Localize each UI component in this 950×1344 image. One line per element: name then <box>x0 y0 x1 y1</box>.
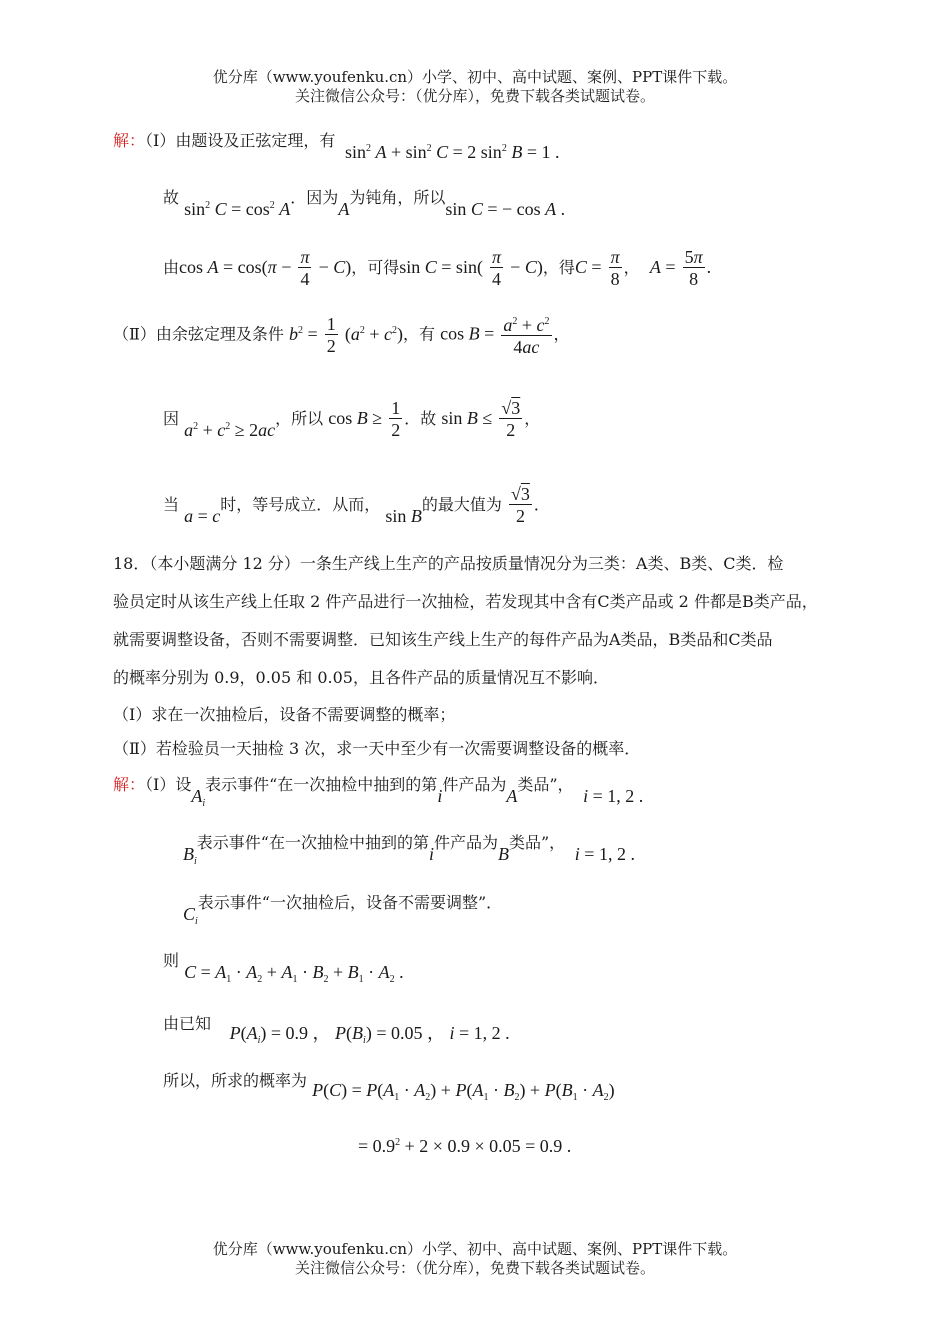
q17-solution-line2: 故 $\sin^2 C = \cos^2 A$．因为A为钝角，所以sin C = − cos A . <box>163 188 566 219</box>
page-header-line2: 关注微信公众号：（优分库），免费下载各类试题试卷。 <box>294 87 655 105</box>
q18-line2: 验员定时从该生产线上任取 2 件产品进行一次抽检，若发现其中含有C类产品或 2 件都是B类产品， <box>113 592 818 611</box>
q18-line1: 18．（本小题满分 12 分）一条生产线上生产的产品按质量情况分为三类：A类、B类、C类．检 <box>113 554 784 573</box>
q18-solution-line2: $B_i$表示事件“在一次抽检中抽到的第i件产品为B类品”， i = 1, 2 . <box>183 833 635 867</box>
q17-solution-line1: 解：（Ⅰ）由题设及正弦定理，有 $\sin^2 A + \sin^2 C = 2$ $\sin^2 B = 1$ . <box>113 131 560 162</box>
q18-line4: 的概率分别为 0.9，0.05 和 0.05，且各件产品的质量情况互不影响． <box>113 668 609 687</box>
q17-solution-line3: 由cos A = cos(π − $\frac{\pi}{4}$ − C)，可得sin C = sin( $\frac{\pi}{4}$ − C)，得C = $\frac{\pi}{8}$ ， A = $\frac{5\pi}{8}$ . <box>163 247 712 289</box>
q18-part2: （Ⅱ）若检验员一天抽检 3 次，求一天中至少有一次需要调整设备的概率． <box>113 739 641 758</box>
q17-solution-line5: 因 $a^2 + c^2 \ge 2ac$，所以 cos B ≥ $\frac{1}{2}$ ．故 sin B ≤ $\frac{√3}{2}$ ， <box>163 398 541 440</box>
q18-solution-line4: 则 $C = A_1 \cdot A_2 + A_1 \cdot B_2 + B_1 \cdot A_2$ . <box>163 951 404 985</box>
q18-solution-line6: 所以，所求的概率为 $P(C) = P(A_1 \cdot A_2) + P(A_1 \cdot B_2) + P(B_1 \cdot A_2)$ <box>163 1071 615 1103</box>
q17-solution-line4: （Ⅱ）由余弦定理及条件 $b^2$ = $\frac{1}{2}$ $(a^2 + c^2)$，有 cos B = $\frac{a^2 + c^2}{4ac}$ ， <box>113 313 570 357</box>
q18-line3: 就需要调整设备，否则不需要调整．已知该生产线上生产的每件产品为A类品，B类品和C类品 <box>113 630 773 649</box>
q18-solution-line7: = $0.9^2 + 2 \times 0.9 \times 0.05 = 0.9$ . <box>358 1136 572 1156</box>
q18-part1: （Ⅰ）求在一次抽检后，设备不需要调整的概率； <box>113 705 456 724</box>
solution-label: 解： <box>113 131 146 150</box>
q18-solution-line5: 由已知 $P(A_i) = 0.9$ ， $P(B_i) = 0.05$ ， i = 1, 2 . <box>163 1014 510 1046</box>
q18-statement <box>113 545 843 697</box>
page-header-line1: 优分库（www.youfenku.cn）小学、初中、高中试题、案例、PPT课件下载。 <box>212 68 738 86</box>
solution-label: 解： <box>113 775 146 794</box>
q18-solution-line3: $C_i$表示事件“一次抽检后，设备不需要调整”． <box>183 893 503 927</box>
page-footer-line1: 优分库（www.youfenku.cn）小学、初中、高中试题、案例、PPT课件下载。 <box>212 1240 738 1258</box>
page-footer-line2: 关注微信公众号：（优分库），免费下载各类试题试卷。 <box>294 1259 655 1277</box>
q17-solution-line6: 当 a = c时，等号成立．从而， sin B的最大值为 $\frac{√3}{2}$ ． <box>163 484 550 526</box>
q18-solution-line1: 解：（Ⅰ）设$A_i$表示事件“在一次抽检中抽到的第i件产品为A类品”， i = 1, 2 . <box>113 775 644 809</box>
